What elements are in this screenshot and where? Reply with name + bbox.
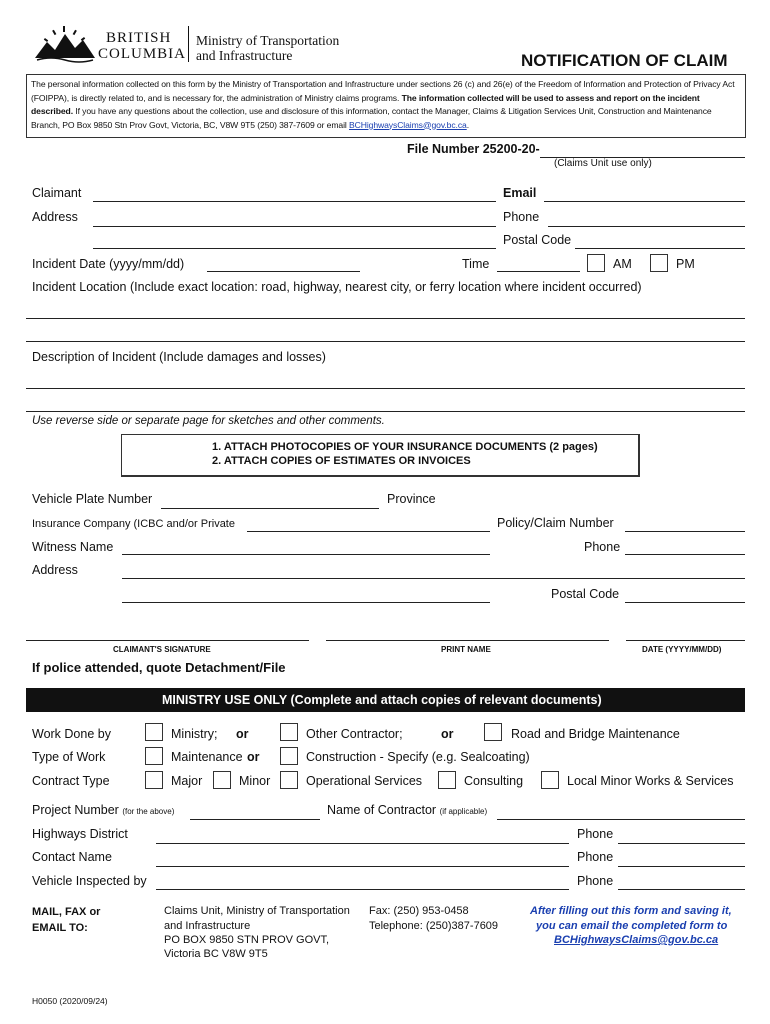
address-line-1: Claims Unit, Ministry of Transportation (164, 905, 350, 917)
address-line-4: Victoria BC V8W 9T5 (164, 948, 268, 960)
insurance-company-field[interactable] (247, 531, 490, 532)
am-checkbox[interactable] (587, 254, 605, 272)
after-filling-line-2: you can email the completed form to (536, 920, 728, 932)
attach-line-2: 2. ATTACH COPIES OF ESTIMATES OR INVOICES (212, 455, 471, 467)
print-name-label: PRINT NAME (441, 645, 491, 654)
notice-text-3: If you have any questions about the collection, use and disclosure of this information, contact the Manager, Claims & Litigation Services Unit, Construction and Maintenance Branch, PO Box 9850 Stn Prov Govt, Victoria, BC, V8W 9T5 (250) 387-7609 or email (31, 106, 712, 130)
witness-address-label: Address (32, 563, 78, 577)
contact-phone-label: Phone (577, 850, 614, 864)
witness-phone-label: Phone (584, 540, 621, 554)
description-field-2[interactable] (26, 411, 745, 412)
attach-line-1: 1. ATTACH PHOTOCOPIES OF YOUR INSURANCE DOCUMENTS (2 pages) (212, 441, 598, 453)
local-minor-works-label: Local Minor Works & Services (567, 774, 734, 788)
road-bridge-label: Road and Bridge Maintenance (511, 727, 680, 741)
email-field[interactable] (544, 201, 745, 202)
contact-name-field[interactable] (156, 866, 569, 867)
postal-code-field[interactable] (575, 248, 745, 249)
address-label: Address (32, 210, 78, 224)
policy-number-field[interactable] (625, 531, 745, 532)
witness-postal-label: Postal Code (551, 587, 620, 601)
pm-label: PM (676, 257, 695, 271)
project-number-note: (for the above) (122, 807, 175, 816)
police-label: If police attended, quote Detachment/File (32, 660, 286, 675)
notice-email-link[interactable]: BCHighwaysClaims@gov.bc.ca (349, 119, 467, 130)
file-number-note: (Claims Unit use only) (554, 158, 652, 169)
form-title: NOTIFICATION OF CLAIM (521, 51, 728, 70)
contractor-name-note: (if applicable) (439, 807, 488, 816)
notice-text-2: The information collected will be used to assess and report on the incident described. (31, 92, 700, 116)
attach-instructions (121, 434, 640, 477)
contractor-name-field[interactable] (497, 819, 745, 820)
phone-label: Phone (503, 210, 540, 224)
minor-label: Minor (239, 774, 271, 788)
address-line-2: and Infrastructure (164, 920, 251, 932)
sun-mountains-icon (33, 24, 103, 64)
ministry-name-1: Ministry of Transportation (196, 33, 340, 48)
incident-location-field-2[interactable] (26, 341, 745, 342)
maintenance-label: Maintenance (171, 750, 243, 764)
contact-name-label: Contact Name (32, 850, 112, 864)
email-label: Email (503, 186, 537, 200)
construction-label: Construction - Specify (e.g. Sealcoating) (306, 750, 530, 764)
footer-email-link[interactable]: BCHighwaysClaims@gov.bc.ca (554, 934, 719, 946)
signature-field[interactable] (26, 640, 309, 641)
date-field[interactable] (626, 640, 745, 641)
vehicle-plate-field[interactable] (161, 508, 379, 509)
postal-code-label: Postal Code (503, 233, 572, 247)
incident-date-field[interactable] (207, 271, 360, 272)
mail-label-2: EMAIL TO: (32, 922, 88, 934)
maintenance-checkbox[interactable] (145, 747, 163, 765)
reverse-side-note: Use reverse side or separate page for sketches and other comments. (32, 415, 385, 427)
vehicle-inspected-field[interactable] (156, 889, 569, 890)
mail-label-1: MAIL, FAX or (32, 906, 101, 918)
inspected-phone-label: Phone (577, 874, 614, 888)
consulting-checkbox[interactable] (438, 771, 456, 789)
ministry-use-banner-text: MINISTRY USE ONLY (Complete and attach copies of relevant documents) (162, 693, 602, 707)
privacy-notice (26, 74, 746, 138)
witness-name-field[interactable] (122, 554, 490, 555)
ministry-name-2: and Infrastructure (196, 48, 293, 63)
logo-british: BRITISH (106, 30, 172, 46)
contract-type-label: Contract Type (32, 774, 110, 788)
time-label: Time (462, 257, 490, 271)
claimant-field[interactable] (93, 201, 496, 202)
date-label: DATE (YYYY/MM/DD) (642, 645, 722, 654)
telephone-number: Telephone: (250)387-7609 (369, 920, 499, 932)
type-of-work-label: Type of Work (32, 750, 106, 764)
incident-location-field-1[interactable] (26, 318, 745, 319)
phone-field[interactable] (548, 226, 745, 227)
work-done-by-label: Work Done by (32, 727, 111, 741)
am-label: AM (613, 257, 632, 271)
witness-address-field-1[interactable] (122, 578, 745, 579)
highways-district-label: Highways District (32, 827, 128, 841)
address-field-2[interactable] (93, 248, 496, 249)
other-contractor-label: Other Contractor; (306, 727, 403, 741)
incident-date-label: Incident Date (yyyy/mm/dd) (32, 257, 185, 271)
ministry-checkbox[interactable] (145, 723, 163, 741)
notice-text-1: The personal information collected on this form by the Ministry of Transportation and Infrastructure under sections 26 (c) and 26(e) of the Freedom of Information and Protection of Privacy Act (FOIPPA), is directly related to, and is necessary for, the administration of Ministry claims programs. (31, 79, 735, 103)
description-label: Description of Incident (Include damages and losses) (32, 350, 326, 364)
vehicle-plate-label: Vehicle Plate Number (32, 492, 153, 506)
or-1: or (236, 727, 249, 741)
form-id: H0050 (2020/09/24) (32, 996, 108, 1006)
after-filling-line-1: After filling out this form and saving it, (530, 905, 732, 917)
district-phone-field[interactable] (618, 843, 745, 844)
project-number-text: Project Number (32, 803, 119, 817)
inspected-phone-field[interactable] (618, 889, 745, 890)
construction-checkbox[interactable] (280, 747, 298, 765)
signature-label: CLAIMANT'S SIGNATURE (113, 645, 211, 654)
witness-postal-field[interactable] (625, 602, 745, 603)
print-name-field[interactable] (326, 640, 609, 641)
insurance-company-label: Insurance Company (ICBC and/or Private (32, 518, 235, 530)
witness-name-label: Witness Name (32, 540, 114, 554)
project-number-field[interactable] (190, 819, 320, 820)
contractor-name-label (327, 803, 487, 817)
contact-phone-field[interactable] (618, 866, 745, 867)
operational-services-checkbox[interactable] (280, 771, 298, 789)
major-label: Major (171, 774, 203, 788)
operational-services-label: Operational Services (306, 774, 423, 788)
or-2: or (441, 727, 454, 741)
witness-address-field-2[interactable] (122, 602, 490, 603)
address-field-1[interactable] (93, 226, 496, 227)
vehicle-inspected-label: Vehicle Inspected by (32, 874, 147, 888)
local-minor-works-checkbox[interactable] (541, 771, 559, 789)
district-phone-label: Phone (577, 827, 614, 841)
claimant-label: Claimant (32, 186, 82, 200)
other-contractor-checkbox[interactable] (280, 723, 298, 741)
or-3: or (247, 750, 260, 764)
logo-divider (188, 26, 189, 62)
logo-columbia: COLUMBIA (98, 46, 187, 62)
policy-number-label: Policy/Claim Number (497, 516, 614, 530)
pm-checkbox[interactable] (650, 254, 668, 272)
file-number-label: File Number 25200-20- (407, 142, 540, 156)
consulting-label: Consulting (464, 774, 524, 788)
incident-location-label: Incident Location (Include exact location: road, highway, nearest city, or ferry location where incident occurred) (32, 280, 642, 294)
project-number-label (32, 803, 174, 817)
notice-end: . (466, 119, 470, 130)
major-checkbox[interactable] (145, 771, 163, 789)
ministry-option-label: Ministry; (171, 727, 218, 741)
time-field[interactable] (497, 271, 580, 272)
minor-checkbox[interactable] (213, 771, 231, 789)
highways-district-field[interactable] (156, 843, 569, 844)
ministry-use-banner (26, 688, 745, 712)
description-field-1[interactable] (26, 388, 745, 389)
road-bridge-checkbox[interactable] (484, 723, 502, 741)
fax-number: Fax: (250) 953-0458 (369, 905, 469, 917)
address-line-3: PO BOX 9850 STN PROV GOVT, (164, 934, 330, 946)
province-label: Province (387, 492, 436, 506)
contractor-name-text: Name of Contractor (327, 803, 437, 817)
witness-phone-field[interactable] (625, 554, 745, 555)
